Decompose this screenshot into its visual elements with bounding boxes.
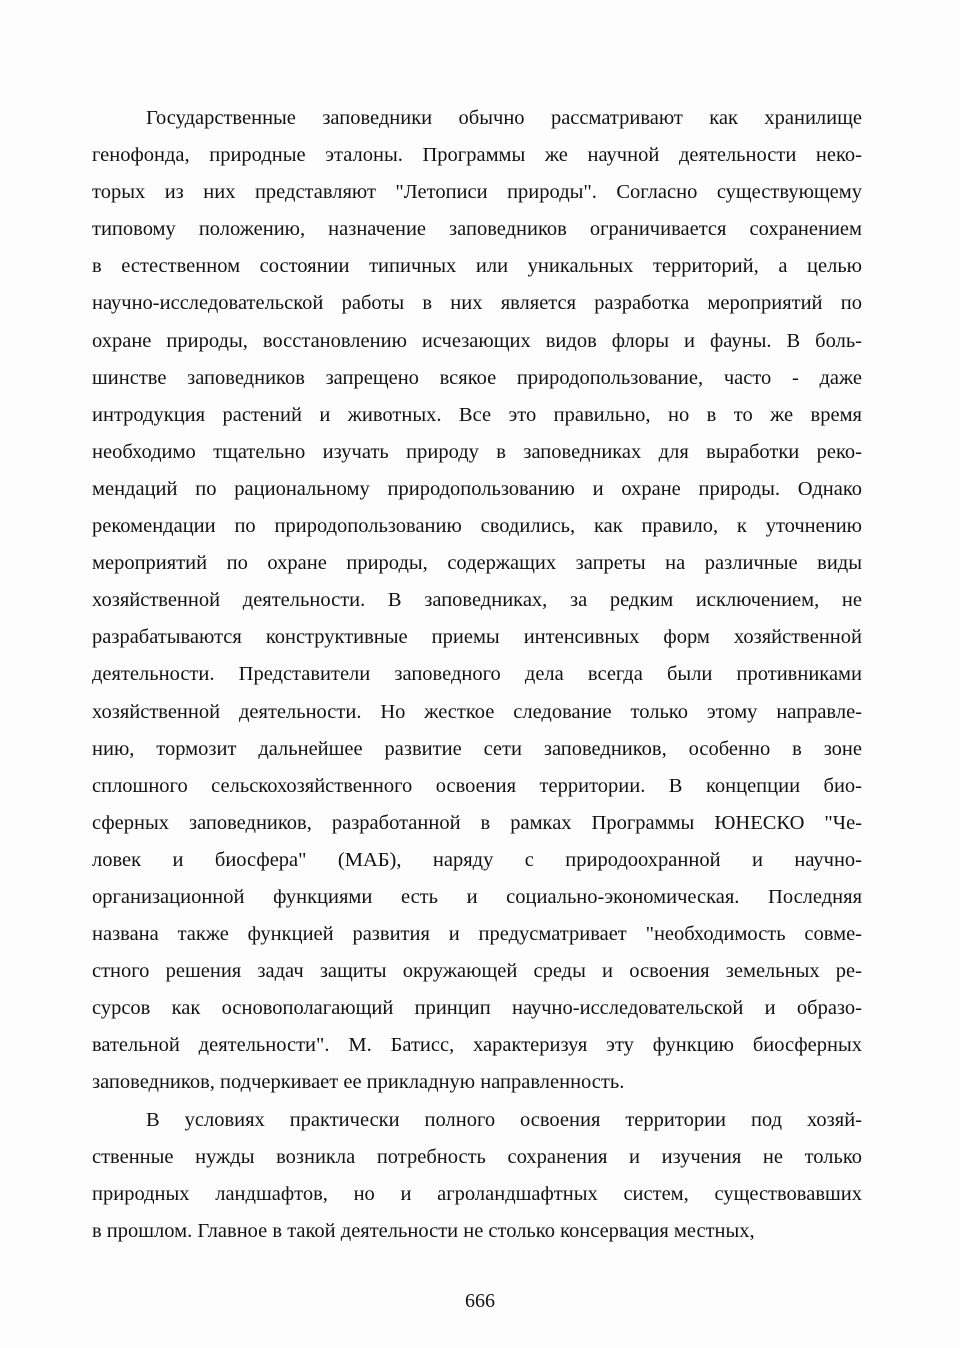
text-line: в прошлом. Главное в такой деятельности не столько консервация местных, bbox=[92, 1219, 755, 1242]
text-line: Государственные заповедники обычно рассматривают как хранилище bbox=[146, 107, 862, 129]
body-text bbox=[92, 100, 862, 1250]
text-line: нию, тормозит дальнейшее развитие сети заповедников, особенно в зоне bbox=[92, 737, 862, 760]
text-line: В условиях практически полного освоения территории под хозяй- bbox=[146, 1108, 862, 1131]
text-line: разрабатываются конструктивные приемы интенсивных форм хозяйственной bbox=[92, 626, 862, 649]
text-line: типовому положению, назначение заповедников ограничивается сохранением bbox=[92, 218, 862, 241]
paragraph bbox=[92, 1102, 862, 1250]
text-line: сплошного сельскохозяйственного освоения территории. В концепции био- bbox=[92, 774, 862, 797]
text-line: ловек и биосфера" (МАБ), наряду с природоохранной и научно- bbox=[92, 848, 862, 871]
text-line: шинстве заповедников запрещено всякое природопользование, часто - даже bbox=[92, 366, 862, 389]
text-line: сурсов как основополагающий принцип научно-исследовательской и образо- bbox=[92, 997, 862, 1020]
text-line: названа также функцией развития и предусматривает "необходимость совме- bbox=[92, 923, 862, 946]
text-line: заповедников, подчеркивает ее прикладную направленность. bbox=[92, 1071, 625, 1094]
text-line: научно-исследовательской работы в них является разработка мероприятий по bbox=[92, 292, 862, 315]
text-line: мероприятий по охране природы, содержащих запреты на различные виды bbox=[92, 552, 862, 575]
text-line: в естественном состоянии типичных или уникальных территорий, а целью bbox=[92, 255, 862, 278]
text-line: охране природы, восстановлению исчезающих видов флоры и фауны. В боль- bbox=[92, 329, 862, 352]
text-line: природных ландшафтов, но и агроландшафтных систем, существовавших bbox=[92, 1182, 862, 1205]
text-line: хозяйственной деятельности. В заповедниках, за редким исключением, не bbox=[92, 589, 862, 612]
text-line: сферных заповедников, разработанной в рамках Программы ЮНЕСКО "Че- bbox=[92, 811, 862, 834]
text-line: вательной деятельности". М. Батисс, характеризуя эту функцию биосферных bbox=[92, 1034, 862, 1057]
paragraph bbox=[92, 100, 862, 1102]
page-number: 666 bbox=[465, 1290, 495, 1312]
text-line: хозяйственной деятельности. Но жесткое следование только этому направле- bbox=[92, 700, 862, 723]
text-line: ственные нужды возникла потребность сохранения и изучения не только bbox=[92, 1145, 862, 1168]
text-line: генофонда, природные эталоны. Программы же научной деятельности неко- bbox=[92, 144, 862, 167]
text-line: необходимо тщательно изучать природу в заповедниках для выработки реко- bbox=[92, 440, 862, 463]
text-line: стного решения задач защиты окружающей среды и освоения земельных ре- bbox=[92, 960, 862, 983]
text-line: деятельности. Представители заповедного дела всегда были противниками bbox=[92, 663, 862, 686]
text-line: мендаций по рациональному природопользованию и охране природы. Однако bbox=[92, 477, 862, 500]
text-line: торых из них представляют "Летописи природы". Согласно существующему bbox=[92, 181, 862, 204]
text-line: организационной функциями есть и социально-экономическая. Последняя bbox=[92, 885, 862, 908]
text-line: интродукция растений и животных. Все это правильно, но в то же время bbox=[92, 403, 862, 426]
text-line: рекомендации по природопользованию сводились, как правило, к уточнению bbox=[92, 515, 862, 538]
